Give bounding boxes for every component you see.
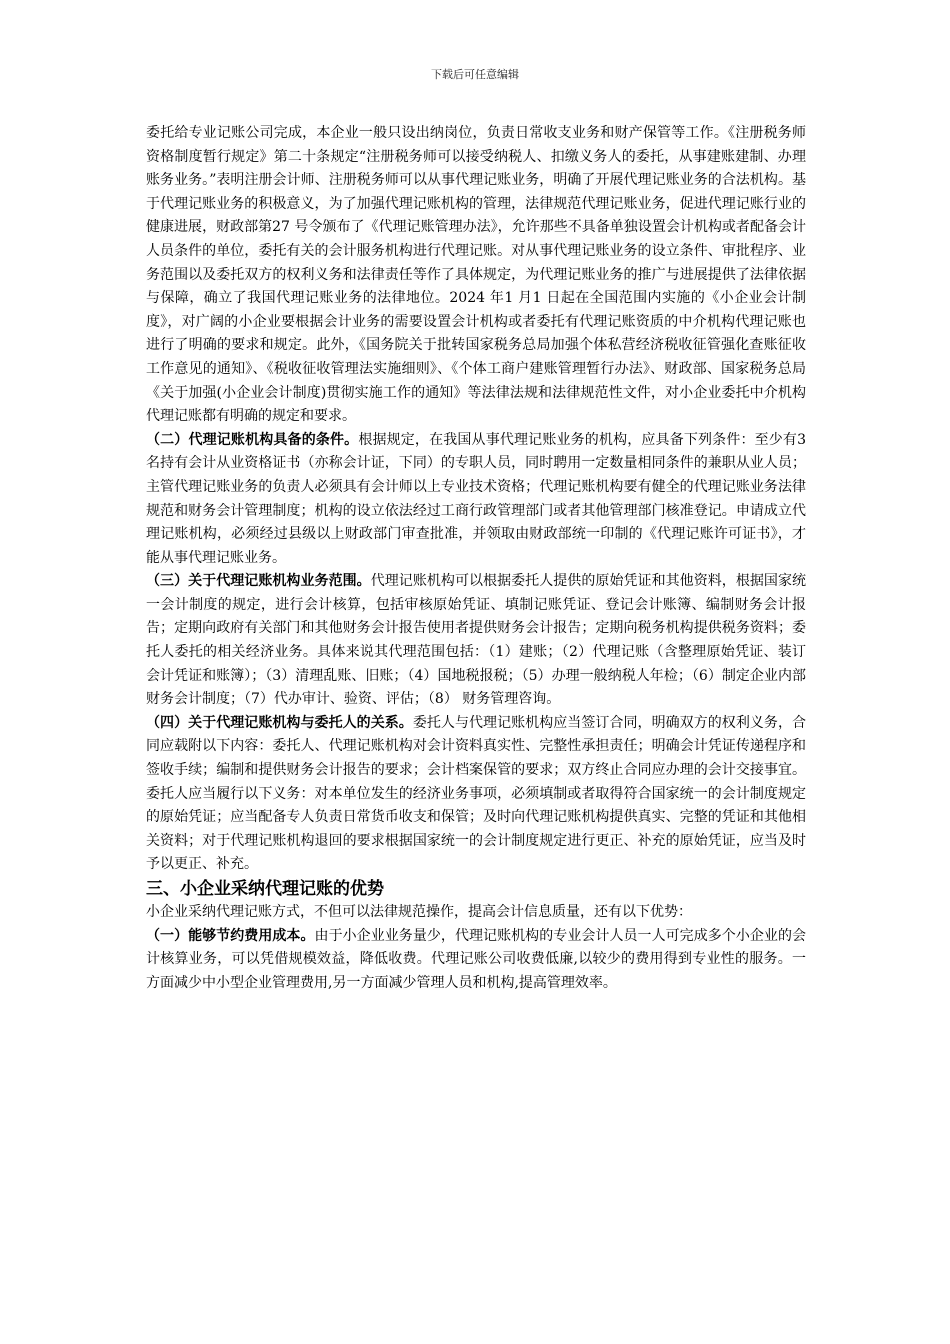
document-body	[146, 122, 806, 995]
page-header: 下载后可任意编辑	[431, 68, 519, 81]
heading-client-relation: （四）关于代理记账机构与委托人的关系。	[146, 714, 413, 731]
paragraph-advantages-intro: 小企业采纳代理记账方式，不但可以法律规范操作，提高会计信息质量，还有以下优势：	[146, 904, 692, 920]
heading-cost-saving: （一）能够节约费用成本。	[146, 927, 315, 944]
heading-agency-conditions: （二）代理记账机构具备的条件。	[146, 431, 359, 448]
section-title-advantages: 三、小企业采纳代理记账的优势	[146, 879, 384, 899]
paragraph-business-scope	[146, 570, 806, 712]
heading-business-scope: （三）关于代理记账机构业务范围。	[146, 573, 371, 590]
paragraph-cost-saving	[146, 925, 806, 996]
text-client-relation: 委托人与代理记账机构应当签订合同，明确双方的权利义务，合同应载附以下内容：委托人、代理记账机构对会计资料真实性、完整性承担责任；明确会计凭证传递程序和签收手续；编制和提供财务会计报告的要求；会计档案保管的要求；双方终止合同应办理的会计交接事宜。委托人应当履行以下义务：对本单位发生的经济业务事项，必须填制或者取得符合国家统一的会计制度规定的原始凭证；应当配备专人负责日常货币收支和保管；及时向代理记账机构提供真实、完整的凭证和其他相关资料；对于代理记账机构退回的要求根据国家统一的会计制度规定进行更正、补充的原始凭证，应当及时予以更正、补充。	[146, 714, 807, 873]
text-cost-saving: 由于小企业业务量少，代理记账机构的专业会计人员一人可完成多个小企业的会计核算业务，可以凭借规模效益，降低收费。代理记账公司收费低廉,以较少的费用得到专业性的服务。一方面减少中小型企业管理费用,另一方面减少管理人员和机构,提高管理效率。	[146, 927, 807, 991]
text-business-scope: 代理记账机构可以根据委托人提供的原始凭证和其他资料，根据国家统一会计制度的规定，进行会计核算，包括审核原始凭证、填制记账凭证、登记会计账簿、编制财务会计报告；定期向政府有关部门和其他财务会计报告使用者提供财务会计报告；定期向税务机构提供税务资料；委托人委托的相关经济业务。具体来说其代理范围包括：（1）建账；（2）代理记账（含整理原始凭证、装订会计凭证和账簿）；（3）清理乱账、旧账；（4）国地税报税；（5）办理一般纳税人年检；（6）制定企业内部财务会计制度；（7）代办审计、验资、评估；（8） 财务管理咨询。	[146, 573, 807, 708]
text-agency-conditions: 根据规定，在我国从事代理记账业务的机构，应具备下列条件：至少有3 名持有会计从业资格证书（亦称会计证，下同）的专职人员，同时聘用一定数量相同条件的兼职从业人员；主管代理记账业务的负责人必须具有会计师以上专业技术资格；代理记账机构要有健全的代理记账业务法律规范和财务会计管理制度；机构的设立依法经过工商行政管理部门或者其他管理部门核准登记。申请成立代理记账机构，必须经过县级以上财政部门审查批准，并领取由财政部统一印制的《代理记账许可证书》，才能从事代理记账业务。	[146, 431, 806, 566]
paragraph-legal-basis: 委托给专业记账公司完成，本企业一般只设出纳岗位，负责日常收支业务和财产保管等工作。《注册税务师资格制度暂行规定》第二十条规定“注册税务师可以接受纳税人、扣缴义务人的委托，从事建账建制、办理账务业务。”表明注册会计师、注册税务师可以从事代理记账业务，明确了开展代理记账业务的合法机构。基于代理记账业务的积极意义，为了加强代理记账机构的管理，法律规范代理记账业务，促进代理记账行业的健康进展，财政部第27 号令颁布了《代理记账管理办法》，允许那些不具备单独设置会计机构或者配备会计人员条件的单位，委托有关的会计服务机构进行代理记账。对从事代理记账业务的设立条件、审批程序、业务范围以及委托双方的权利义务和法律责任等作了具体规定，为代理记账业务的推广与进展提供了法律依据与保障，确立了我国代理记账业务的法律地位。2024 年1 月1 日起在全国范围内实施的《小企业会计制度》，对广阔的小企业要根据会计业务的需要设置会计机构或者委托有代理记账资质的中介机构代理记账也进行了明确的要求和规定。此外，《国务院关于批转国家税务总局加强个体私营经济税收征管强化查账征收工作意见的通知》、《税收征收管理法实施细则》、《个体工商户建账管理暂行办法》、财政部、国家税务总局《关于加强(小企业会计制度)贯彻实施工作的通知》等法律法规和法律规范性文件，对小企业委托中介机构代理记账都有明确的规定和要求。	[146, 125, 806, 425]
paragraph-client-relation	[146, 712, 806, 877]
paragraph-agency-conditions	[146, 429, 806, 571]
